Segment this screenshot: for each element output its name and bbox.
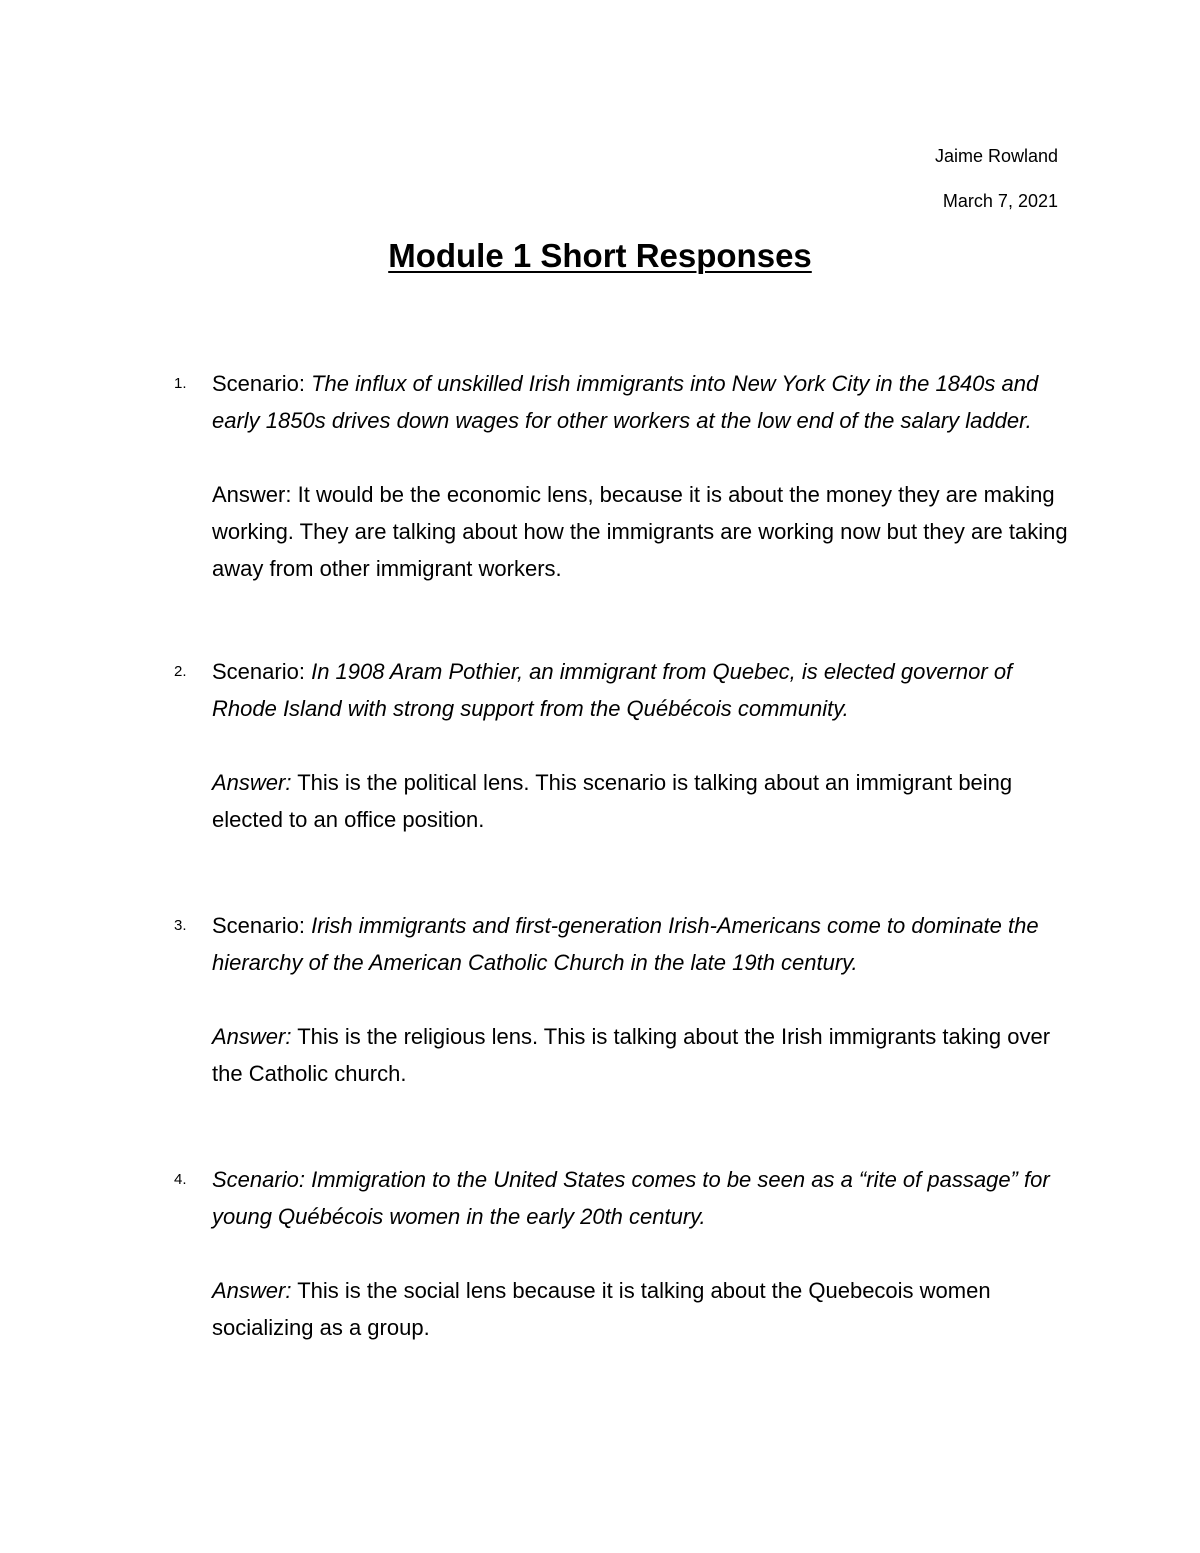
answer-paragraph: [212, 1018, 1072, 1092]
scenario-paragraph: [212, 907, 1072, 981]
scenario-text: Immigration to the United States comes to be seen as a “rite of passage” for young Québécois women in the early 20th century.: [212, 1167, 1050, 1229]
scenario-paragraph: [212, 653, 1072, 727]
scenario-text: Irish immigrants and first-generation Irish-Americans come to dominate the hierarchy of the American Catholic Church in the late 19th century.: [212, 913, 1039, 975]
page-title: Module 1 Short Responses: [388, 237, 812, 274]
answer-paragraph: [212, 764, 1072, 838]
answer-label: Answer:: [212, 1278, 292, 1303]
item-number: 2.: [174, 663, 187, 680]
item-number: 3.: [174, 917, 187, 934]
author-name: Jaime Rowland: [934, 146, 1058, 166]
scenario-text: In 1908 Aram Pothier, an immigrant from Quebec, is elected governor of Rhode Island with strong support from the Québécois community.: [212, 659, 1013, 721]
answer-label: Answer:: [212, 770, 292, 795]
item-number: 4.: [174, 1171, 187, 1188]
scenario-text: The influx of unskilled Irish immigrants into New York City in the 1840s and early 1850s drives down wages for other workers at the low end of the salary ladder.: [212, 371, 1039, 433]
scenario-label: Scenario:: [212, 371, 305, 396]
answer-text: This is the political lens. This scenario is talking about an immigrant being elected to an office position.: [212, 770, 1013, 832]
response-item-2: [174, 653, 1072, 838]
document-date: March 7, 2021: [942, 191, 1058, 211]
answer-paragraph: [212, 1272, 1072, 1346]
scenario-label: Scenario:: [212, 1167, 305, 1192]
answer-label: Answer:: [212, 1024, 292, 1049]
answer-text: This is the religious lens. This is talking about the Irish immigrants taking over the Catholic church.: [212, 1024, 1051, 1086]
answer-text: This is the social lens because it is talking about the Quebecois women socializing as a group.: [212, 1278, 991, 1340]
response-item-3: [174, 907, 1072, 1092]
scenario-paragraph: [212, 365, 1072, 439]
response-item-4: [174, 1161, 1072, 1346]
scenario-label: Scenario:: [212, 659, 305, 684]
answer-label: Answer:: [212, 482, 292, 507]
item-number: 1.: [174, 375, 187, 392]
scenario-paragraph: [212, 1161, 1072, 1235]
response-item-1: [174, 365, 1072, 587]
scenario-label: Scenario:: [212, 913, 305, 938]
answer-text: It would be the economic lens, because it is about the money they are making working. They are talking about how the immigrants are working now but they are taking away from other immigrant workers.: [212, 482, 1068, 581]
answer-paragraph: [212, 476, 1072, 587]
